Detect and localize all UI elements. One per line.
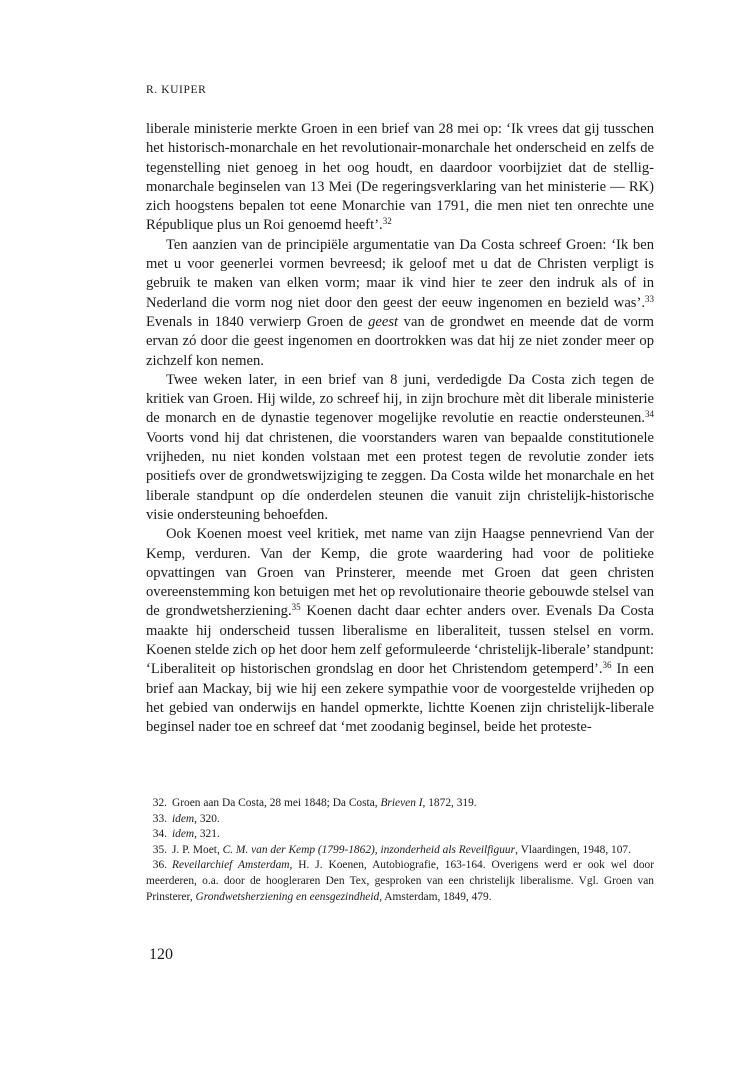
footnote-33-tail: , 320. — [194, 812, 220, 825]
footnote-35 — [146, 843, 654, 859]
paragraph-1 — [146, 120, 654, 236]
paragraph-2 — [146, 236, 654, 371]
footnote-ref-33: 33 — [645, 293, 654, 304]
footnote-number: 32. — [152, 797, 167, 809]
footnote-36-text: , H. J. Koenen, Autobiografie, 163-164. Overigens werd er ook wel door meerderen, o.a. door de hoogleraren Den Tex, gesproken van een christelijk liberalisme. Vgl. Groen van Prinsterer, — [146, 859, 654, 903]
footnote-36 — [146, 858, 654, 905]
paragraph-2-text-a: Ten aanzien van de principiële argumentatie van Da Costa schreef Groen: ‘Ik ben met u voor geenerlei vormen bevreesd; ik geloof met u dat de Christen verpligt is gebruik te maken van elken vorm; maar ik vind hier te zeer den indruk als of in Nederland die vorm nog niet door den geest der eeuw ingenomen en bezield was’. — [146, 236, 654, 311]
paragraph-2-text-b: Evenals in 1840 verwierp Groen de — [146, 313, 369, 330]
footnote-number: 33. — [152, 812, 167, 825]
paragraph-2-emphasis: geest — [368, 313, 399, 330]
footnote-35-title: C. M. van der Kemp (1799-1862), inzonderheid als Reveilfiguur — [222, 843, 516, 856]
footnote-32-text: Groen aan Da Costa, 28 mei 1848; Da Costa, — [172, 797, 381, 809]
footnote-ref-36: 36 — [602, 660, 612, 671]
paragraph-3-text-a: Twee weken later, in een brief van 8 juni, verdedigde Da Costa zich tegen de kritiek van Groen. Hij wilde, zo schreef hij, in zijn brochure mèt dit liberale ministerie de monarch en de dynastie tegenover mogelijke revolutie en reactie ondersteunen. — [146, 371, 654, 427]
footnote-ref-35: 35 — [291, 602, 301, 613]
footnote-text — [172, 812, 654, 828]
page-number: 120 — [149, 946, 173, 963]
footnote-35-text: J. P. Moet, — [172, 843, 223, 856]
footnote-32 — [146, 796, 654, 812]
paragraph-3 — [146, 371, 654, 525]
footnote-33-title: idem — [172, 812, 195, 825]
paragraph-4-text-b: Koenen dacht daar echter anders over. Evenals Da Costa maakte hij onderscheid tussen liberalisme en liberaliteit, tussen stelsel en vorm. Koenen stelde zich op het door hem zelf geformuleerde ‘christelijk-liberale’ standpunt: ‘Liberaliteit op historischen grondslag en door het Christendom getemperd’. — [146, 603, 654, 678]
footnote-35-tail: , Vlaardingen, 1948, 107. — [515, 843, 631, 856]
footnote-34 — [146, 827, 654, 843]
footnote-number: 35. — [152, 843, 167, 856]
running-head: R. KUIPER — [146, 84, 207, 96]
footnote-text — [172, 827, 654, 843]
paragraph-4-text-a: Ook Koenen moest veel kritiek, met name van zijn Haagse pennevriend Van der Kemp, verduren. Van der Kemp, die grote waardering had voor de politieke opvattingen van Groen van Prinsterer, meende met Groen dat geen christen overeenstemming kon betuigen met het op revolutionaire theorie gebouwde stelsel van de grondwetsherziening. — [146, 526, 654, 620]
footnote-number: 36. — [152, 859, 167, 872]
footnote-36-title: Reveilarchief Amsterdam — [172, 859, 290, 872]
footnote-34-title: idem — [172, 828, 195, 841]
paragraph-4 — [146, 525, 654, 737]
footnote-33 — [146, 812, 654, 828]
footnote-ref-32: 32 — [382, 216, 392, 227]
paragraph-1-text: liberale ministerie merkte Groen in een brief van 28 mei op: ‘Ik vrees dat gij tusschen het historisch-monarchale en het revolutionair-monarchale het onderscheid en zelfs de tegenstelling niet genoeg in het oog houdt, en daardoor voorbijziet dat de stellig-monarchale beginselen van 13 Mei (De regeringsverklaring van het ministerie — RK) zich hoogstens bepalen tot eene Monarchie van 1791, die men niet ten onrechte une République plus un Roi genoemd heeft’. — [146, 121, 654, 234]
footnote-number: 34. — [152, 828, 167, 841]
footnote-34-tail: , 321. — [194, 828, 220, 841]
footnote-36-tail: , Amsterdam, 1849, 479. — [379, 890, 492, 903]
footnote-32-title: Brieven I — [380, 797, 423, 809]
body-text — [146, 120, 654, 738]
paragraph-4-text-c: In een brief aan Mackay, bij wie hij een zekere sympathie voor de voorgestelde vrijheden op het gebied van onderwijs en handel opmerkte, lichtte Koenen zijn christelijk-liberale beginsel nader toe en schreef dat ‘met zoodanig beginsel, beide het proteste- — [146, 661, 654, 736]
footnotes — [146, 796, 654, 905]
footnote-ref-34: 34 — [645, 409, 654, 420]
paragraph-3-text-b: Voorts vond hij dat christenen, die voorstanders waren van bepaalde constitutionele vrijheden, nu niet konden volstaan met een protest tegen de revolutie zonder iets positiefs over de grondwetswijziging te zeggen. Da Costa wilde het monarchale en het liberale standpunt op díe onderdelen steunen die vanuit zijn christelijk-historische visie ondersteuning behoefden. — [146, 429, 654, 523]
paragraph-2-text-d: van de grondwet en meende dat de vorm ervan zó door die geest ingenomen en doortrokken was dat hij ze niet zonder meer op zichzelf kon nemen. — [146, 313, 655, 369]
footnote-32-tail: , 1872, 319. — [422, 797, 477, 809]
footnote-36-title-2: Grondwetsherziening en eensgezindheid — [195, 890, 380, 903]
footnote-text — [172, 796, 654, 812]
